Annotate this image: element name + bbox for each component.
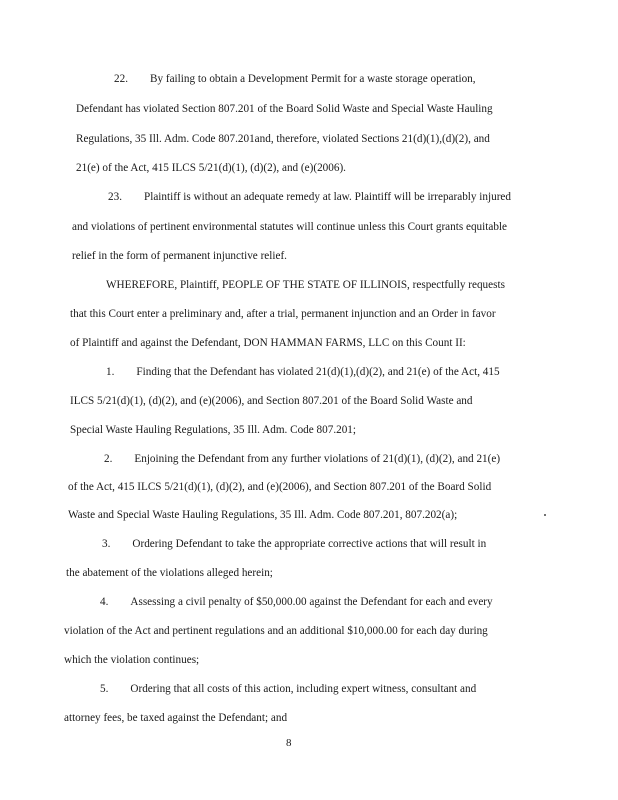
relief-1-line-3: Special Waste Hauling Regulations, 35 Ill. Adm. Code 807.201;	[70, 424, 357, 436]
relief-1-line-2: ILCS 5/21(d)(1), (d)(2), and (e)(2006), and Section 807.201 of the Board Solid Waste and	[70, 395, 473, 407]
paragraph-22-line-4: 21(e) of the Act, 415 ILCS 5/21(d)(1), (d)(2), and (e)(2006).	[76, 162, 346, 174]
relief-3-line-2: the abatement of the violations alleged herein;	[66, 567, 273, 579]
paragraph-23-line-3: relief in the form of permanent injunctive relief.	[72, 250, 287, 262]
relief-4-line-2: violation of the Act and pertinent regulations and an additional $10,000.00 for each day during	[64, 625, 488, 637]
relief-4-line-3: which the violation continues;	[64, 654, 200, 666]
paragraph-text: Plaintiff is without an adequate remedy at law. Plaintiff will be irreparably injured	[143, 191, 511, 203]
relief-3-first-line	[102, 538, 486, 550]
relief-text: Assessing a civil penalty of $50,000.00 against the Defendant for each and every	[130, 596, 493, 608]
relief-text: Enjoining the Defendant from any further violations of 21(d)(1), (d)(2), and 21(e)	[134, 453, 501, 465]
page-number: 8	[286, 737, 292, 749]
scan-mark	[544, 514, 546, 516]
wherefore-line-3: of Plaintiff and against the Defendant, DON HAMMAN FARMS, LLC on this Count II:	[70, 337, 466, 349]
wherefore-line-2: that this Court enter a preliminary and, after a trial, permanent injunction and an Order in favor	[70, 308, 496, 320]
relief-2-line-3: Waste and Special Waste Hauling Regulations, 35 Ill. Adm. Code 807.201, 807.202(a);	[68, 509, 458, 521]
relief-2-line-2: of the Act, 415 ILCS 5/21(d)(1), (d)(2), and (e)(2006), and Section 807.201 of the Board Solid	[68, 481, 492, 493]
paragraph-number: 23.	[108, 191, 122, 203]
relief-number: 4.	[100, 596, 109, 608]
relief-number: 2.	[104, 453, 113, 465]
paragraph-22-line-3: Regulations, 35 Ill. Adm. Code 807.201and, therefore, violated Sections 21(d)(1),(d)(2), and	[76, 133, 490, 145]
paragraph-23-line-2: and violations of pertinent environmental statutes will continue unless this Court grants equitable	[72, 221, 507, 233]
relief-text: Finding that the Defendant has violated 21(d)(1),(d)(2), and 21(e) of the Act, 415	[136, 366, 500, 378]
paragraph-number: 22.	[114, 73, 128, 85]
relief-1-first-line	[106, 366, 500, 378]
wherefore-first-line: WHEREFORE, Plaintiff, PEOPLE OF THE STATE OF ILLINOIS, respectfully requests	[106, 279, 505, 291]
relief-number: 1.	[106, 366, 115, 378]
paragraph-22-first-line	[114, 73, 476, 85]
paragraph-text: By failing to obtain a Development Permit for a waste storage operation,	[149, 73, 476, 85]
relief-5-line-2: attorney fees, be taxed against the Defendant; and	[64, 712, 288, 724]
paragraph-22-line-2: Defendant has violated Section 807.201 of the Board Solid Waste and Special Waste Hauling	[76, 103, 493, 115]
relief-text: Ordering Defendant to take the appropriate corrective actions that will result in	[132, 538, 487, 550]
relief-text: Ordering that all costs of this action, including expert witness, consultant and	[130, 683, 477, 695]
relief-number: 3.	[102, 538, 111, 550]
relief-5-first-line	[100, 683, 476, 695]
relief-2-first-line	[104, 453, 500, 465]
relief-4-first-line	[100, 596, 493, 608]
relief-number: 5.	[100, 683, 109, 695]
paragraph-23-first-line	[108, 191, 511, 203]
